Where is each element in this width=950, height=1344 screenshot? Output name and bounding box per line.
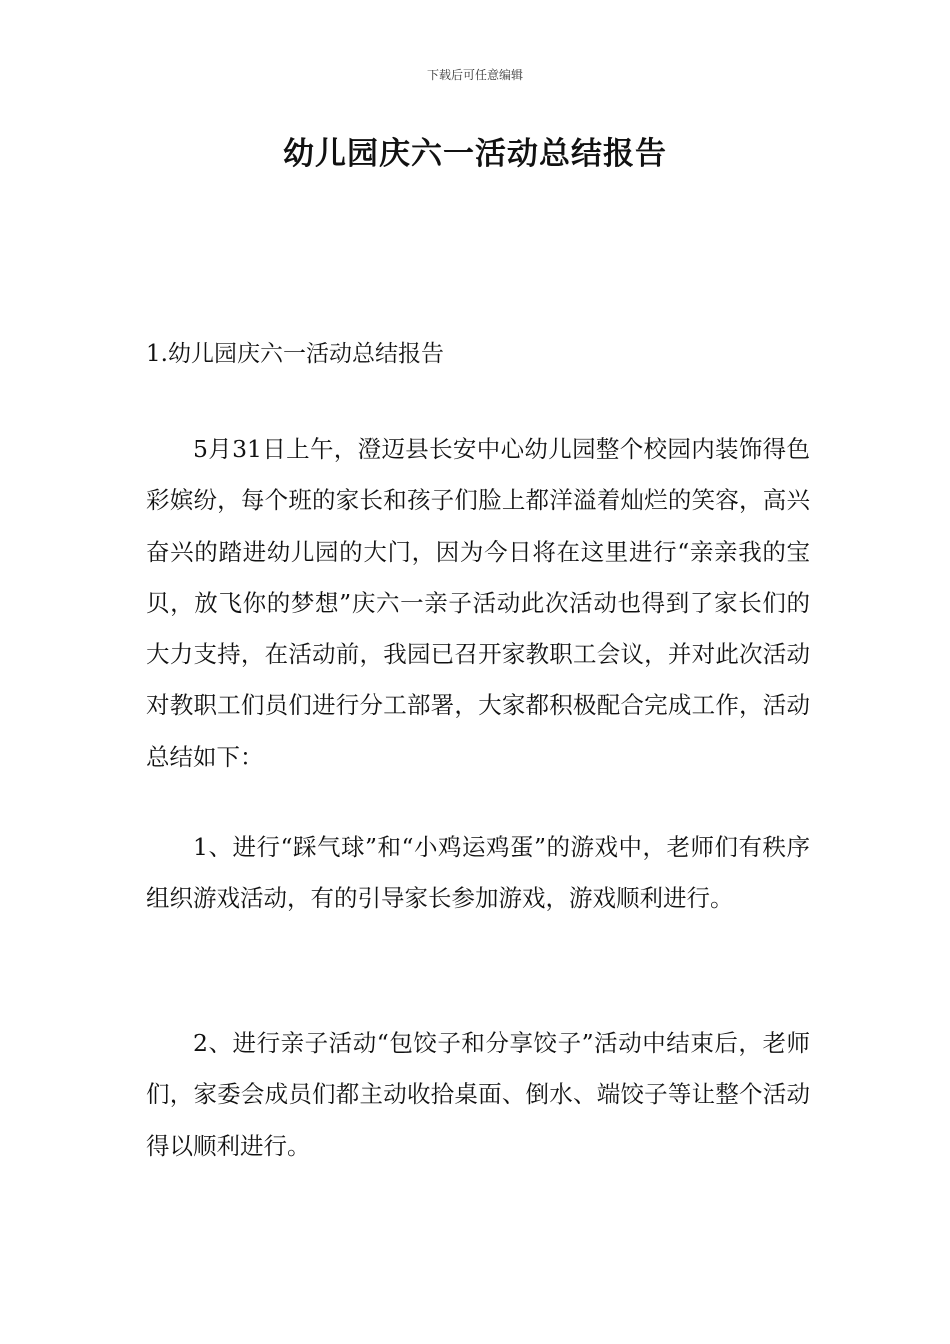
page-header-note: 下载后可任意编辑 — [426, 68, 523, 82]
list-item-paragraph-1: 1、进行“踩气球”和“小鸡运鸡蛋”的游戏中，老师们有秩序组织游戏活动，有的引导家长参加游戏，游戏顺利进行。 — [146, 833, 810, 913]
document-title: 幼儿园庆六一活动总结报告 — [283, 136, 667, 172]
intro-paragraph: 5月31日上午，澄迈县长安中心幼儿园整个校园内装饰得色彩嫔纷，每个班的家长和孩子们脸上都洋溢着灿烂的笑容，高兴奋兴的踏进幼儿园的大门，因为今日将在这里进行“亲亲我的宝贝，放飞你的梦想”庆六一亲子活动此次活动也得到了家长们的大力支持，在活动前，我园已召开家教职工会议，并对此次活动对教职工们员们进行分工部署，大家都积极配合完成工作，活动总结如下： — [146, 435, 810, 771]
section-heading: 1.幼儿园庆六一活动总结报告 — [146, 341, 444, 367]
list-item-paragraph-2: 2、进行亲子活动“包饺子和分享饺子”活动中结束后，老师们，家委会成员们都主动收拾桌面、倒水、端饺子等让整个活动得以顺利进行。 — [146, 1029, 810, 1160]
